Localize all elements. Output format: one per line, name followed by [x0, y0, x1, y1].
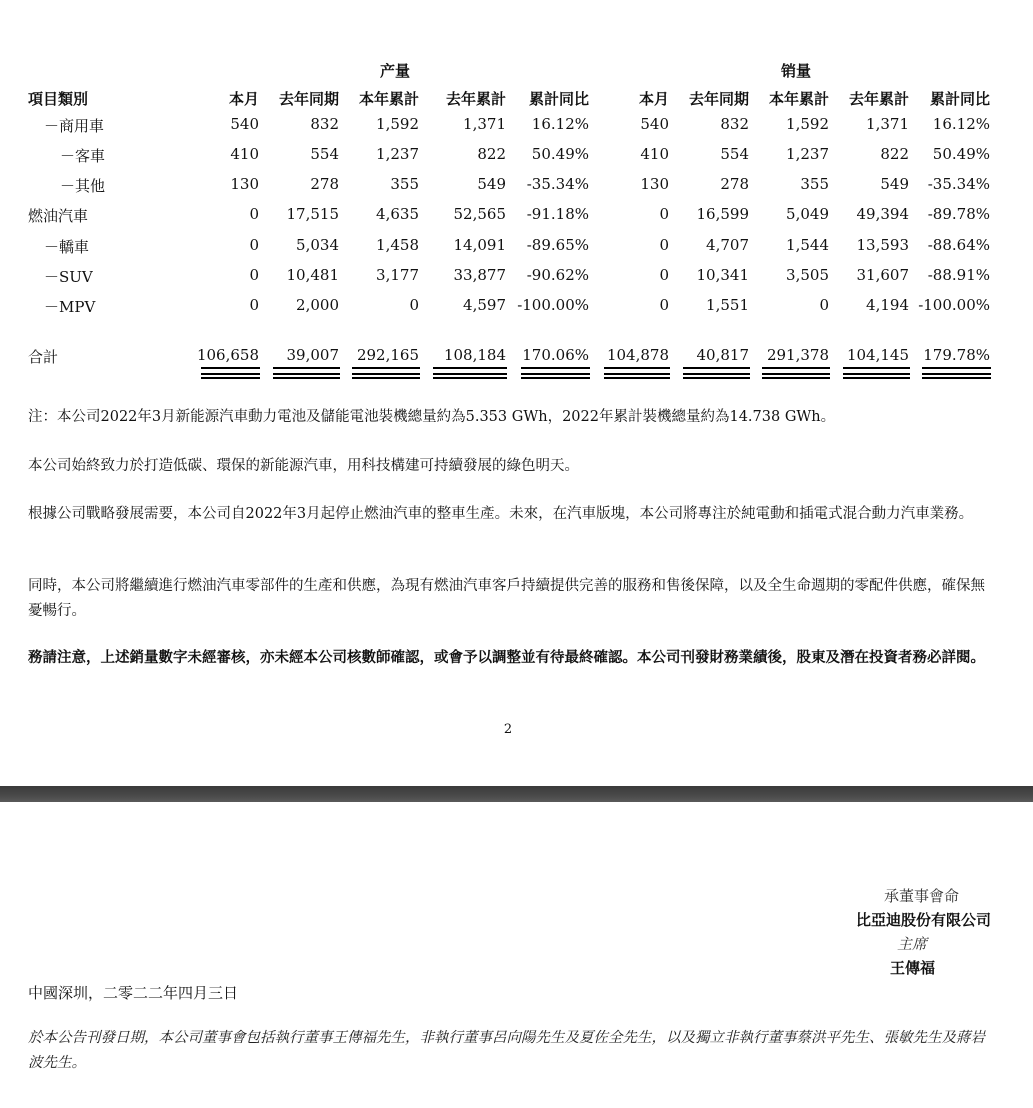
total-underline [843, 373, 910, 375]
table-cell: 549 [477, 175, 506, 193]
table-cell: 1,592 [376, 115, 419, 133]
chairman-name: 王傳福 [889, 959, 935, 977]
table-cell: 355 [800, 175, 829, 193]
total-underline [352, 367, 420, 369]
document-page-2 [0, 802, 1033, 1108]
table-cell: 10,341 [696, 266, 749, 284]
total-cell: 104,878 [606, 346, 669, 364]
paragraph-strategy: 根據公司戰略發展需要，本公司自2022年3月起停止燃油汽車的整車生產。未來，在汽車版塊，本公司將專注於純電動和插電式混合動力汽車業務。 [28, 506, 974, 522]
warning-note: 務請注意，上述銷量數字未經審核，亦未經本公司核數師確認，或會予以調整並有待最終確認。本公司刊發財務業績後，股東及潛在投資者務必詳閱。 [28, 650, 985, 666]
total-underline [762, 377, 830, 379]
total-underline [604, 367, 670, 369]
column-header: 累計同比 [929, 90, 990, 108]
total-underline [604, 377, 670, 379]
total-underline [273, 377, 340, 379]
table-cell: 0 [659, 236, 669, 254]
total-cell: 39,007 [286, 346, 339, 364]
table-cell: 0 [249, 205, 259, 223]
chairman-title: 主席 [896, 935, 927, 953]
table-cell: 16,599 [696, 205, 749, 223]
table-cell: 822 [880, 145, 909, 163]
total-underline [922, 373, 991, 375]
total-underline [762, 367, 830, 369]
table-row-label: －客車 [60, 147, 106, 165]
table-cell: 4,597 [463, 296, 506, 314]
table-cell: 1,458 [376, 236, 419, 254]
table-cell: -35.34% [526, 175, 589, 193]
column-header: 本月 [228, 90, 259, 108]
table-cell: 278 [720, 175, 749, 193]
table-cell: -88.64% [927, 236, 990, 254]
board-composition-note: 於本公告刊發日期，本公司董事會包括執行董事王傳福先生，非執行董事呂向陽先生及夏佐全先生，以及獨立非執行董事蔡洪平先生、張敏先生及蔣岩波先生。 [28, 1030, 985, 1071]
paragraph-green-mission: 本公司始終致力於打造低碳、環保的新能源汽車，用科技構建可持續發展的綠色明天。 [28, 458, 579, 474]
total-underline [604, 373, 670, 375]
table-cell: 1,237 [786, 145, 829, 163]
table-cell: 5,034 [296, 236, 339, 254]
column-header: 去年同期 [278, 90, 339, 108]
table-cell: 1,551 [706, 296, 749, 314]
note-battery: 注：本公司2022年3月新能源汽車動力電池及儲能電池裝機總量約為5.353 GWh，2022年累計裝機總量約為14.738 GWh。 [28, 409, 836, 425]
table-cell: 0 [659, 205, 669, 223]
total-underline [201, 377, 260, 379]
total-underline [843, 377, 910, 379]
table-cell: 0 [249, 236, 259, 254]
table-cell: 1,592 [786, 115, 829, 133]
table-cell: -91.18% [526, 205, 589, 223]
table-cell: 4,635 [376, 205, 419, 223]
table-cell: 832 [310, 115, 339, 133]
table-cell: 1,371 [463, 115, 506, 133]
paragraph-parts-supply: 同時，本公司將繼續進行燃油汽車零部件的生產和供應，為現有燃油汽車客戶持續提供完善的服務和售後保障，以及全生命週期的零配件供應，確保無憂暢行。 [28, 578, 985, 619]
total-underline [352, 377, 420, 379]
table-cell: 0 [659, 296, 669, 314]
total-underline [683, 377, 750, 379]
total-underline [521, 367, 590, 369]
total-underline [201, 373, 260, 375]
table-cell: -35.34% [927, 175, 990, 193]
table-cell: 0 [409, 296, 419, 314]
table-cell: 16.12% [932, 115, 990, 133]
column-header: 本年累計 [768, 90, 829, 108]
table-cell: 0 [249, 266, 259, 284]
total-underline [922, 367, 991, 369]
column-header: 累計同比 [528, 90, 589, 108]
total-underline [433, 373, 507, 375]
table-cell: 0 [249, 296, 259, 314]
table-cell: 4,707 [706, 236, 749, 254]
total-cell: 104,145 [846, 346, 909, 364]
column-header: 去年同期 [688, 90, 749, 108]
table-cell: 3,177 [376, 266, 419, 284]
total-cell: 108,184 [443, 346, 506, 364]
column-header-category: 項目類別 [28, 90, 89, 108]
total-underline [922, 377, 991, 379]
total-underline [521, 377, 590, 379]
table-cell: -88.91% [927, 266, 990, 284]
table-cell: 410 [230, 145, 259, 163]
total-cell: 170.06% [522, 346, 589, 364]
total-underline [433, 377, 507, 379]
table-row-label: －SUV [44, 268, 93, 286]
total-row-label: 合計 [28, 348, 59, 366]
table-cell: 50.49% [531, 145, 589, 163]
table-cell: 278 [310, 175, 339, 193]
column-header: 去年累計 [445, 90, 506, 108]
column-header: 本月 [638, 90, 669, 108]
table-row-label: －轎車 [44, 238, 90, 256]
table-cell: 832 [720, 115, 749, 133]
table-cell: 130 [230, 175, 259, 193]
total-underline [352, 373, 420, 375]
total-underline [683, 373, 750, 375]
total-cell: 291,378 [766, 346, 829, 364]
total-underline [683, 367, 750, 369]
table-row-label: －MPV [44, 298, 96, 316]
total-underline [201, 367, 260, 369]
table-cell: 540 [640, 115, 669, 133]
table-cell: -89.65% [526, 236, 589, 254]
column-header: 本年累計 [358, 90, 419, 108]
table-cell: 14,091 [453, 236, 506, 254]
table-row-label: －商用車 [44, 117, 105, 135]
table-cell: -89.78% [927, 205, 990, 223]
total-underline [521, 373, 590, 375]
table-cell: -90.62% [526, 266, 589, 284]
table-cell: 1,544 [786, 236, 829, 254]
table-cell: 17,515 [286, 205, 339, 223]
total-cell: 292,165 [356, 346, 419, 364]
company-name: 比亞迪股份有限公司 [855, 911, 991, 929]
table-cell: 5,049 [786, 205, 829, 223]
table-cell: 1,371 [866, 115, 909, 133]
group-header-production: 产量 [380, 62, 411, 80]
table-row-label: －其他 [60, 177, 106, 195]
table-cell: 3,505 [786, 266, 829, 284]
table-cell: 49,394 [856, 205, 909, 223]
page-number: 2 [503, 722, 513, 737]
table-cell: 549 [880, 175, 909, 193]
table-cell: 33,877 [453, 266, 506, 284]
table-cell: 31,607 [856, 266, 909, 284]
by-order-of-board: 承董事會命 [883, 887, 959, 905]
table-cell: 16.12% [531, 115, 589, 133]
page-separator [0, 786, 1033, 802]
group-header-sales: 销量 [781, 62, 812, 80]
table-cell: 130 [640, 175, 669, 193]
table-cell: 0 [819, 296, 829, 314]
table-cell: 554 [720, 145, 749, 163]
total-underline [273, 373, 340, 375]
total-underline [273, 367, 340, 369]
total-underline [762, 373, 830, 375]
table-cell: 52,565 [453, 205, 506, 223]
column-header: 去年累計 [848, 90, 909, 108]
table-cell: 822 [477, 145, 506, 163]
total-underline [843, 367, 910, 369]
table-cell: 50.49% [932, 145, 990, 163]
total-underline [433, 367, 507, 369]
table-cell: 1,237 [376, 145, 419, 163]
place-date: 中國深圳，二零二二年四月三日 [28, 984, 239, 1002]
table-cell: 540 [230, 115, 259, 133]
total-cell: 179.78% [923, 346, 990, 364]
table-row-label: 燃油汽車 [28, 207, 89, 225]
table-cell: 13,593 [856, 236, 909, 254]
table-cell: 10,481 [286, 266, 339, 284]
total-cell: 40,817 [696, 346, 749, 364]
table-cell: -100.00% [517, 296, 589, 314]
table-cell: 355 [390, 175, 419, 193]
table-cell: 410 [640, 145, 669, 163]
table-cell: 2,000 [296, 296, 339, 314]
table-cell: -100.00% [918, 296, 990, 314]
table-cell: 4,194 [866, 296, 909, 314]
table-cell: 554 [310, 145, 339, 163]
table-cell: 0 [659, 266, 669, 284]
total-cell: 106,658 [196, 346, 259, 364]
